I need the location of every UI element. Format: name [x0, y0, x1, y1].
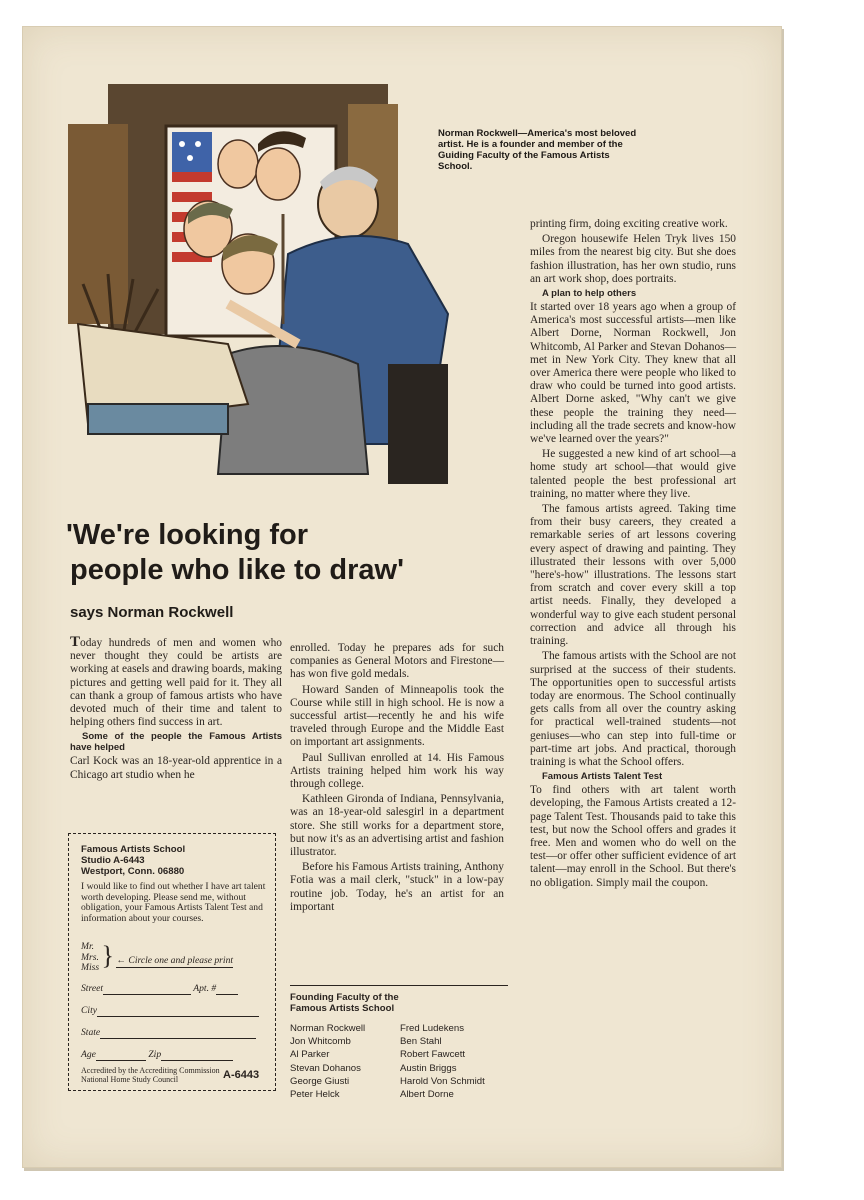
article-column-3 [530, 218, 736, 892]
faculty-name: Harold Von Schmidt [400, 1075, 485, 1087]
paragraph: To find others with art talent worth developing, the Famous Artists created a 12-page Talent Test. Thousands paid to take this test, but now the School offers and grades it free. Men and women who do well on the test—or offer other sufficient evidence of art talent—may enroll in the School. But there's no obligation. Simply mail the coupon. [530, 784, 736, 889]
street-field[interactable]: Street Apt. # [81, 984, 267, 995]
drop-cap: T [70, 634, 81, 650]
faculty-name: Peter Helck [290, 1089, 340, 1101]
founding-faculty [290, 985, 508, 1101]
faculty-name: Al Parker [290, 1049, 330, 1061]
coupon-code: A-6443 [223, 1069, 260, 1081]
headline-line-1: 'We're looking for [66, 519, 309, 551]
city-field[interactable]: City [81, 1006, 267, 1017]
brace-icon: } [101, 941, 115, 970]
faculty-list-left [290, 1022, 400, 1101]
paragraph: The famous artists with the School are not surprised at the success of their students. The opportunities open to successful artists today are enormous. The School continually gets calls from all over the country asking for practical well-trained students—not geniuses—who can step into full-time or part-time art jobs. And practical, thorough training is what the School offers. [530, 650, 736, 768]
paragraph: Kathleen Gironda of Indiana, Pennsylvania, was an 18-year-old salesgirl in a department store. She still works for a department store, but now it's as an advertising artist and fashion illustrator. [290, 793, 504, 859]
faculty-name: Austin Briggs [400, 1062, 457, 1074]
paragraph: Oregon housewife Helen Tryk lives 150 miles from the nearest big city. But she does fashion illustration, has her own studio, runs an art work shop, does portraits. [530, 233, 736, 285]
faculty-name: Stevan Dohanos [290, 1062, 361, 1074]
faculty-name: Ben Stahl [400, 1036, 442, 1048]
illustration-caption: Norman Rockwell—America's most beloved artist. He is a founder and member of the Guiding Faculty of the Famous Artists School. [438, 128, 637, 172]
headline-line-2: people who like to draw' [70, 554, 404, 586]
section-heading-talent-test: Famous Artists Talent Test [542, 771, 663, 783]
circle-instruction: ← Circle one and please print [116, 955, 234, 966]
paragraph: Paul Sullivan enrolled at 14. His Famous Artists training helped him work his way through college. [290, 751, 504, 791]
rockwell-illustration [48, 64, 498, 504]
headline [66, 518, 486, 588]
paragraph: It started over 18 years ago when a group of America's most successful artists—men like Albert Dorne, Norman Rockwell, Jon Whitcomb, Al Parker and Stevan Dohanos—met in New York City. They knew that all over America there were people who liked to draw who could be turned into good artists. Albert Dorne asked, "Why can't we give these people the training they need—including all the trade secrets and know-how we've learned over the years?" [530, 301, 736, 446]
faculty-name: Albert Dorne [400, 1089, 454, 1101]
paragraph: The famous artists agreed. Taking time from their busy careers, they created a remarkable series of art lessons covering every aspect of drawing and painting. They illustrated their lessons with over 5,000 "here's-how" illustrations. The lessons start from scratch and cover every skill a top artist needs. Finally, they developed a wonderful way to give each student personal correction and advice all through his training. [530, 503, 736, 648]
age-zip-field[interactable]: Age Zip [81, 1050, 267, 1061]
paragraph: He suggested a new kind of art school—a home study art school—that would give talented people the best professional art training, no matter where they live. [530, 448, 736, 500]
accreditation-note: Accredited by the Accrediting Commission National Home Study Council [81, 1066, 220, 1084]
paragraph: Howard Sanden of Minneapolis took the Course while still in high school. He is now a successful artist—recently he and his wife traveled through Europe and the Middle East on important art assignments. [290, 683, 504, 749]
faculty-name: Fred Ludekens [400, 1023, 464, 1034]
faculty-name: George Giusti [290, 1075, 350, 1087]
paragraph: Carl Kock was an 18-year-old apprentice in a Chicago art studio when he [70, 755, 282, 781]
faculty-name: Jon Whitcomb [290, 1036, 351, 1048]
section-heading-helped: Some of the people the Famous Artists have helped [70, 731, 282, 754]
faculty-name: Robert Fawcett [400, 1049, 466, 1061]
article-column-2 [290, 642, 504, 916]
paragraph: printing firm, doing exciting creative work. [530, 218, 728, 230]
mail-coupon[interactable] [68, 833, 276, 1091]
faculty-title: Founding Faculty of the Famous Artists School [290, 992, 399, 1014]
article-column-1 [70, 636, 282, 784]
paragraph: enrolled. Today he prepares ads for such companies as General Motors and Firestone—has won five gold medals. [290, 642, 504, 681]
paragraph: Before his Famous Artists training, Anthony Fotia was a mail clerk, "stuck" in a low-pay routine job. Today, he's an artist for an important [290, 861, 504, 913]
title-field[interactable]: Mr. Mrs. Miss } ← Circle one and please print [81, 941, 234, 973]
faculty-name: Norman Rockwell [290, 1023, 366, 1034]
subhead: says Norman Rockwell [70, 604, 234, 621]
faculty-list-right [400, 1022, 510, 1101]
section-heading-plan: A plan to help others [542, 288, 637, 300]
intro-paragraph: Today hundreds of men and women who never thought they could be artists are working at easels and drawing boards, making pictures and getting well paid for it. They all can thank a group of famous artists who have devoted much of their time and talent to helping others find success in art. [70, 634, 282, 729]
state-field[interactable]: State [81, 1028, 267, 1039]
coupon-text: I would like to find out whether I have art talent worth developing. Please send me, without obligation, your Famous Artists Talent Test and information about your courses. [81, 881, 266, 924]
coupon-address: Famous Artists School Studio A-6443 Westport, Conn. 06880 [81, 844, 186, 877]
